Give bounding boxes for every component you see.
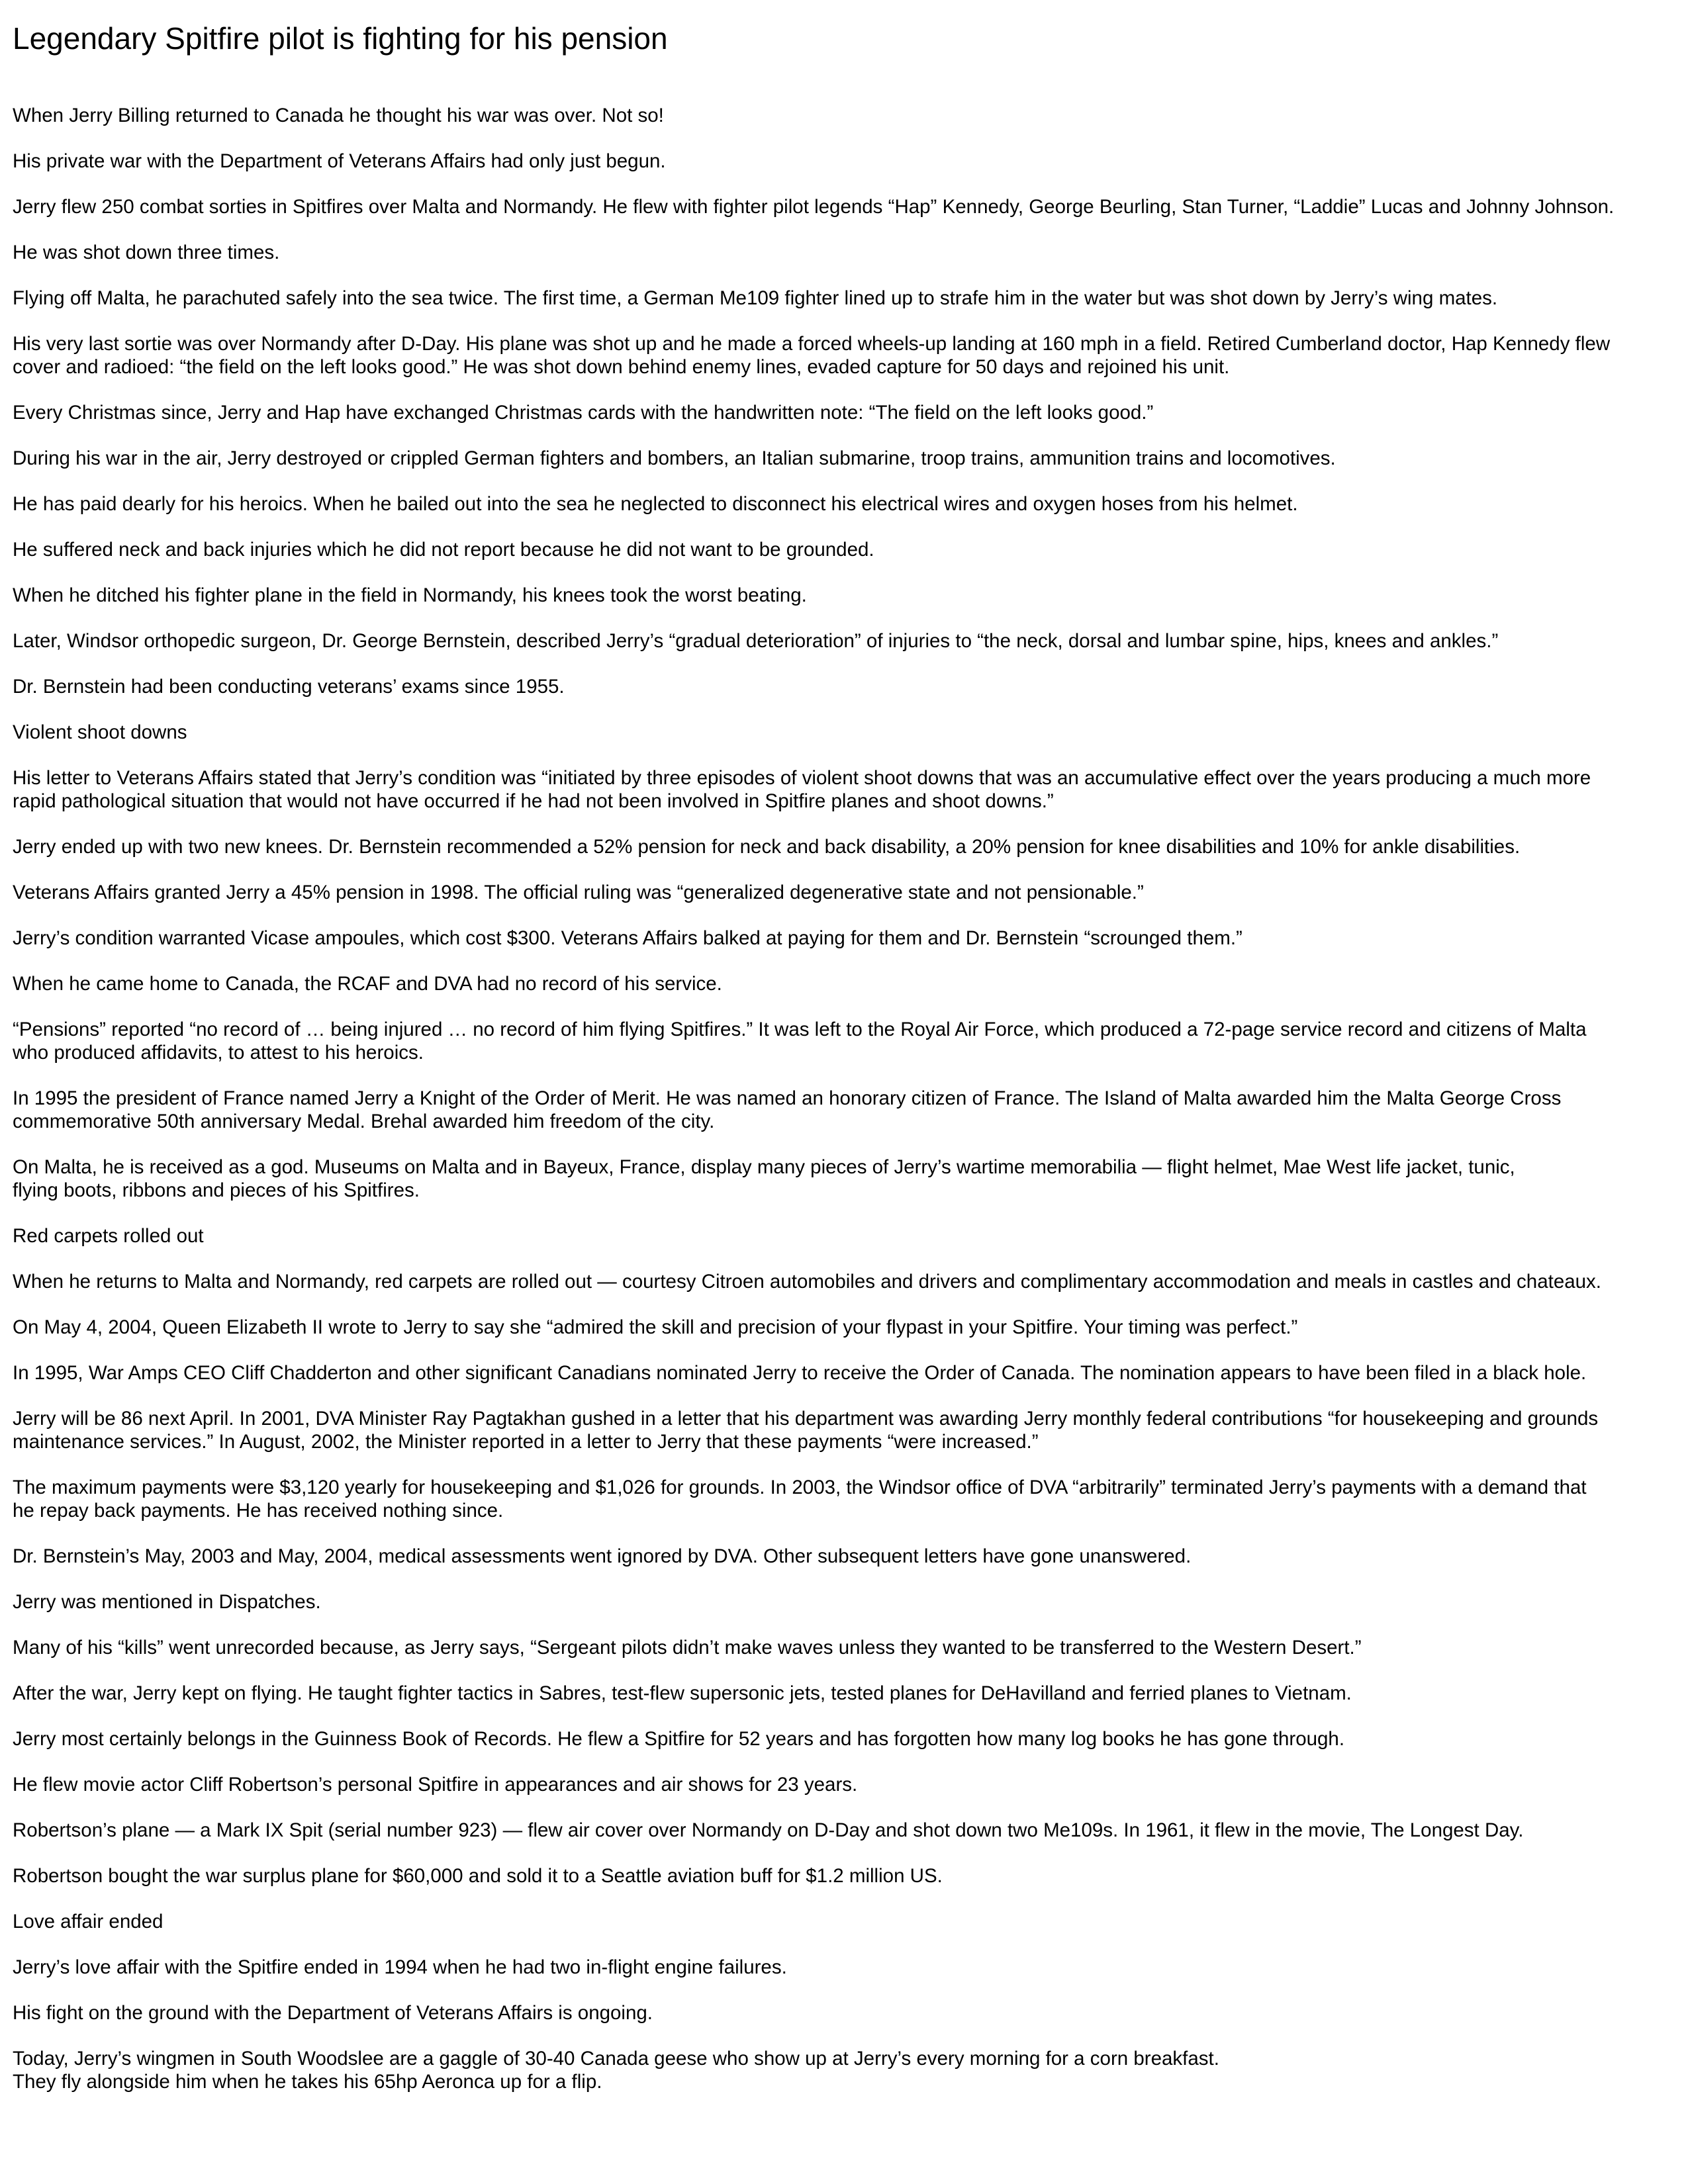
article-paragraph: “Pensions” reported “no record of … being injured … no record of him flying Spitfires.” It was left to the Royal Air Force, which produced a 72-page service record and citizens of Malta who produced affidavits, to attest to his heroics.	[13, 1019, 1587, 1064]
article-paragraph: Jerry’s condition warranted Vicase ampoules, which cost $300. Veterans Affairs balked at paying for them and Dr. Bernstein “scrounged them.”	[13, 927, 1243, 949]
article-paragraph: Jerry most certainly belongs in the Guinness Book of Records. He flew a Spitfire for 52 years and has forgotten how many log books he has gone through.	[13, 1728, 1345, 1750]
article-paragraph: When he came home to Canada, the RCAF and DVA had no record of his service.	[13, 973, 722, 995]
article-paragraph: Red carpets rolled out	[13, 1225, 204, 1247]
article-paragraph: Jerry’s love affair with the Spitfire ended in 1994 when he had two in-flight engine failures.	[13, 1956, 787, 1978]
article-paragraph: After the war, Jerry kept on flying. He taught fighter tactics in Sabres, test-flew supersonic jets, tested planes for DeHavilland and ferried planes to Vietnam.	[13, 1682, 1352, 1704]
article-paragraph: On May 4, 2004, Queen Elizabeth II wrote to Jerry to say she “admired the skill and precision of your flypast in your Spitfire. Your timing was perfect.”	[13, 1316, 1298, 1338]
article-paragraph: Every Christmas since, Jerry and Hap have exchanged Christmas cards with the handwritten note: “The field on the left looks good.”	[13, 402, 1154, 424]
article-paragraph: Today, Jerry’s wingmen in South Woodslee are a gaggle of 30-40 Canada geese who show up at Jerry’s every morning for a corn breakfast. They fly alongside him when he takes his 65hp Aeronca up for a flip.	[13, 2048, 1219, 2093]
article-paragraph: He was shot down three times.	[13, 242, 280, 263]
article-paragraph: The maximum payments were $3,120 yearly for housekeeping and $1,026 for grounds. In 2003, the Windsor office of DVA “arbitrarily” terminated Jerry’s payments with a demand that he repay back payments. He has received nothing since.	[13, 1477, 1587, 1522]
article-paragraph: Veterans Affairs granted Jerry a 45% pension in 1998. The official ruling was “generalized degenerative state and not pensionable.”	[13, 882, 1144, 903]
article-paragraph: Robertson bought the war surplus plane for $60,000 and sold it to a Seattle aviation buff for $1.2 million US.	[13, 1865, 943, 1887]
article-paragraph: Later, Windsor orthopedic surgeon, Dr. George Bernstein, described Jerry’s “gradual deterioration” of injuries to “the neck, dorsal and lumbar spine, hips, knees and ankles.”	[13, 630, 1499, 652]
article-paragraph: When he returns to Malta and Normandy, red carpets are rolled out — courtesy Citroen automobiles and drivers and complimentary accommodation and meals in castles and chateaux.	[13, 1271, 1601, 1293]
article-paragraph: Jerry will be 86 next April. In 2001, DVA Minister Ray Pagtakhan gushed in a letter that his department was awarding Jerry monthly federal contributions “for housekeeping and grounds maintenance services.” In August, 2002, the Minister reported in a letter to Jerry that these payments “were increased.”	[13, 1408, 1599, 1453]
article-paragraph: He flew movie actor Cliff Robertson’s personal Spitfire in appearances and air shows for 23 years.	[13, 1774, 858, 1796]
article-paragraph: Jerry ended up with two new knees. Dr. Bernstein recommended a 52% pension for neck and back disability, a 20% pension for knee disabilities and 10% for ankle disabilities.	[13, 836, 1521, 858]
article	[13, 0, 1667, 2116]
article-body	[13, 104, 1667, 2093]
article-paragraph: Many of his “kills” went unrecorded because, as Jerry says, “Sergeant pilots didn’t make waves unless they wanted to be transferred to the Western Desert.”	[13, 1637, 1362, 1659]
article-paragraph: Jerry was mentioned in Dispatches.	[13, 1591, 321, 1613]
article-paragraph: He has paid dearly for his heroics. When he bailed out into the sea he neglected to disconnect his electrical wires and oxygen hoses from his helmet.	[13, 493, 1298, 515]
article-paragraph: His letter to Veterans Affairs stated that Jerry’s condition was “initiated by three episodes of violent shoot downs that was an accumulative effect over the years producing a much more rapid pathological situation that would not have occurred if he had not been involved in Spitfire planes and shoot downs.”	[13, 767, 1591, 812]
article-paragraph: Dr. Bernstein’s May, 2003 and May, 2004, medical assessments went ignored by DVA. Other subsequent letters have gone unanswered.	[13, 1545, 1192, 1567]
article-paragraph: On Malta, he is received as a god. Museums on Malta and in Bayeux, France, display many pieces of Jerry’s wartime memorabilia — flight helmet, Mae West life jacket, tunic, flying boots, ribbons and pieces of his Spitfires.	[13, 1156, 1515, 1201]
article-paragraph: Dr. Bernstein had been conducting veterans’ exams since 1955.	[13, 676, 565, 698]
article-paragraph: When Jerry Billing returned to Canada he thought his war was over. Not so!	[13, 105, 664, 126]
article-paragraph: Violent shoot downs	[13, 721, 187, 743]
article-paragraph: Robertson’s plane — a Mark IX Spit (serial number 923) — flew air cover over Normandy on D-Day and shot down two Me109s. In 1961, it flew in the movie, The Longest Day.	[13, 1819, 1524, 1841]
article-paragraph: In 1995 the president of France named Jerry a Knight of the Order of Merit. He was named an honorary citizen of France. The Island of Malta awarded him the Malta George Cross commemorative 50th anniversary Medal. Brehal awarded him freedom of the city.	[13, 1087, 1562, 1132]
article-paragraph: In 1995, War Amps CEO Cliff Chadderton and other significant Canadians nominated Jerry to receive the Order of Canada. The nomination appears to have been filed in a black hole.	[13, 1362, 1587, 1384]
article-paragraph: His private war with the Department of Veterans Affairs had only just begun.	[13, 150, 666, 172]
article-headline: Legendary Spitfire pilot is fighting for his pension	[13, 21, 668, 56]
article-paragraph: He suffered neck and back injuries which he did not report because he did not want to be grounded.	[13, 539, 874, 561]
article-paragraph: His very last sortie was over Normandy after D-Day. His plane was shot up and he made a forced wheels-up landing at 160 mph in a field. Retired Cumberland doctor, Hap Kennedy flew cover and radioed: “the field on the left looks good.” He was shot down behind enemy lines, evaded capture for 50 days and rejoined his unit.	[13, 333, 1611, 378]
article-paragraph: His fight on the ground with the Department of Veterans Affairs is ongoing.	[13, 2002, 653, 2024]
article-paragraph: Jerry flew 250 combat sorties in Spitfires over Malta and Normandy. He flew with fighter pilot legends “Hap” Kennedy, George Beurling, Stan Turner, “Laddie” Lucas and Johnny Johnson.	[13, 196, 1615, 218]
article-paragraph: Love affair ended	[13, 1911, 164, 1933]
article-paragraph: During his war in the air, Jerry destroyed or crippled German fighters and bombers, an Italian submarine, troop trains, ammunition trains and locomotives.	[13, 447, 1336, 469]
article-paragraph: Flying off Malta, he parachuted safely into the sea twice. The first time, a German Me109 fighter lined up to strafe him in the water but was shot down by Jerry’s wing mates.	[13, 287, 1498, 309]
article-paragraph: When he ditched his fighter plane in the field in Normandy, his knees took the worst beating.	[13, 584, 807, 606]
